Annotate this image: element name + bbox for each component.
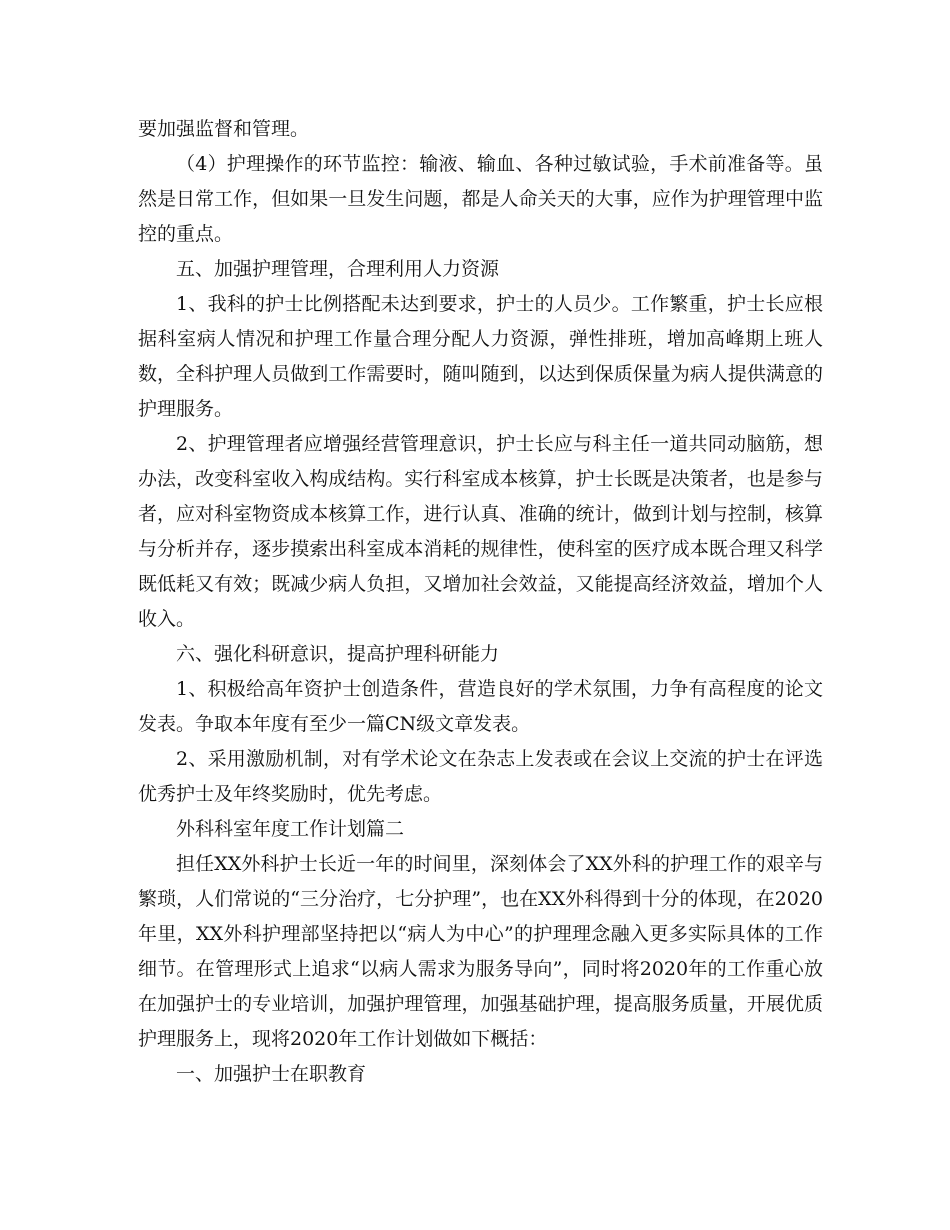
paragraph-research-1: 1、积极给高年资护士创造条件，营造良好的学术氛围，力争有高程度的论文发表。争取本年度有至少一篇CN级文章发表。 — [138, 678, 823, 735]
document-subtitle: 外科科室年度工作计划篇二 — [176, 818, 405, 840]
document-body — [138, 112, 823, 1092]
section-heading-6: 六、强化科研意识，提高护理科研能力 — [176, 643, 500, 665]
paragraph-research-2: 2、采用激励机制，对有学术论文在杂志上发表或在会议上交流的护士在评选优秀护士及年终奖励时，优先考虑。 — [138, 748, 823, 805]
section-heading-5: 五、加强护理管理，合理利用人力资源 — [176, 258, 500, 280]
paragraph-continuation: 要加强监督和管理。 — [138, 118, 310, 140]
paragraph-management-2: 2、护理管理者应增强经营管理意识，护士长应与科主任一道共同动脑筋，想办法，改变科室收入构成结构。实行科室成本核算，护士长既是决策者，也是参与者，应对科室物资成本核算工作，进行认真、准确的统计，做到计划与控制，核算与分析并存，逐步摸索出科室成本消耗的规律性，使科室的医疗成本既合理又科学既低耗又有效；既减少病人负担，又增加社会效益，又能提高经济效益，增加个人收入。 — [138, 433, 823, 630]
section-heading-1: 一、加强护士在职教育 — [176, 1063, 367, 1085]
paragraph-intro: 担任XX外科护士长近一年的时间里，深刻体会了XX外科的护理工作的艰辛与繁琐，人们常说的“三分治疗，七分护理”，也在XX外科得到十分的体现，在2020年里，XX外科护理部坚持把以“病人为中心”的护理理念融入更多实际具体的工作细节。在管理形式上追求“以病人需求为服务导向”，同时将2020年的工作重心放在加强护士的专业培训，加强护理管理，加强基础护理，提高服务质量，开展优质护理服务上，现将2020年工作计划做如下概括： — [138, 853, 823, 1050]
paragraph-staffing-1: 1、我科的护士比例搭配未达到要求，护士的人员少。工作繁重，护士长应根据科室病人情况和护理工作量合理分配人力资源，弹性排班，增加高峰期上班人数，全科护理人员做到工作需要时，随叫随到，以达到保质保量为病人提供满意的护理服务。 — [138, 293, 823, 420]
paragraph-monitoring-item-4: （4）护理操作的环节监控：输液、输血、各种过敏试验，手术前准备等。虽然是日常工作，但如果一旦发生问题，都是人命关天的大事，应作为护理管理中监控的重点。 — [138, 153, 823, 245]
